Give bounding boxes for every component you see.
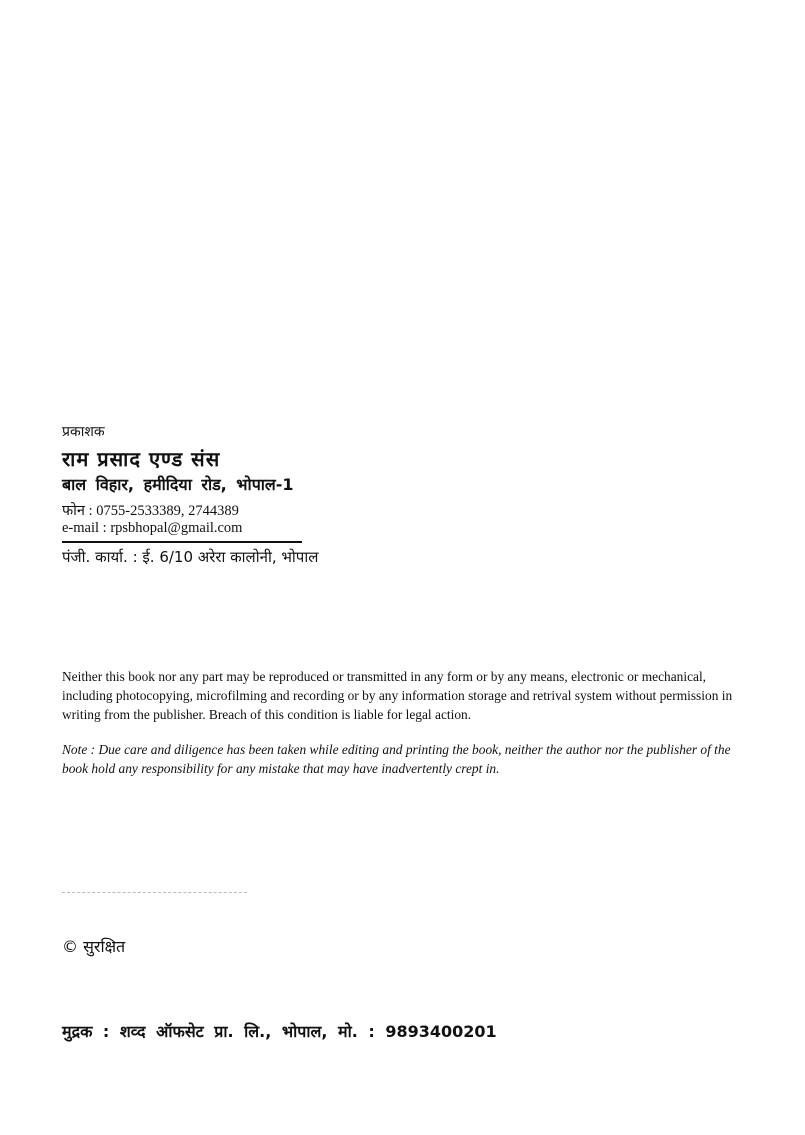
faint-dashed-line: [62, 892, 247, 893]
publisher-label: प्रकाशक: [62, 424, 105, 440]
publisher-address: बाल विहार, हमीदिया रोड, भोपाल-1: [62, 475, 294, 494]
rights-notice: Neither this book nor any part may be reproduced or transmitted in any form or by any means, electronic or mechanical, including photocopying, microfilming and recording or by any information storage and retrival system without permission in writing from the publisher. Breach of this condition is liable for legal action.: [62, 669, 733, 722]
copyright-notice: © सुरक्षित: [62, 937, 126, 956]
publisher-name: राम प्रसाद एण्ड संस: [62, 447, 221, 471]
publisher-phone: फोन : 0755-2533389, 2744389: [62, 503, 239, 519]
registered-office: पंजी. कार्या. : ई. 6/10 अरेरा कालोनी, भोपाल: [62, 548, 319, 566]
publisher-email: e-mail : rpsbhopal@gmail.com: [62, 520, 243, 536]
disclaimer-note: Note : Due care and diligence has been taken while editing and printing the book, neither the author nor the publisher of the book hold any responsibility for any mistake that may have inadvertently crept in.: [62, 742, 731, 776]
printer-info: मुद्रक : शव्द ऑफसेट प्रा. लि., भोपाल, मो. : 9893400201: [62, 1022, 497, 1041]
divider: [62, 541, 302, 543]
